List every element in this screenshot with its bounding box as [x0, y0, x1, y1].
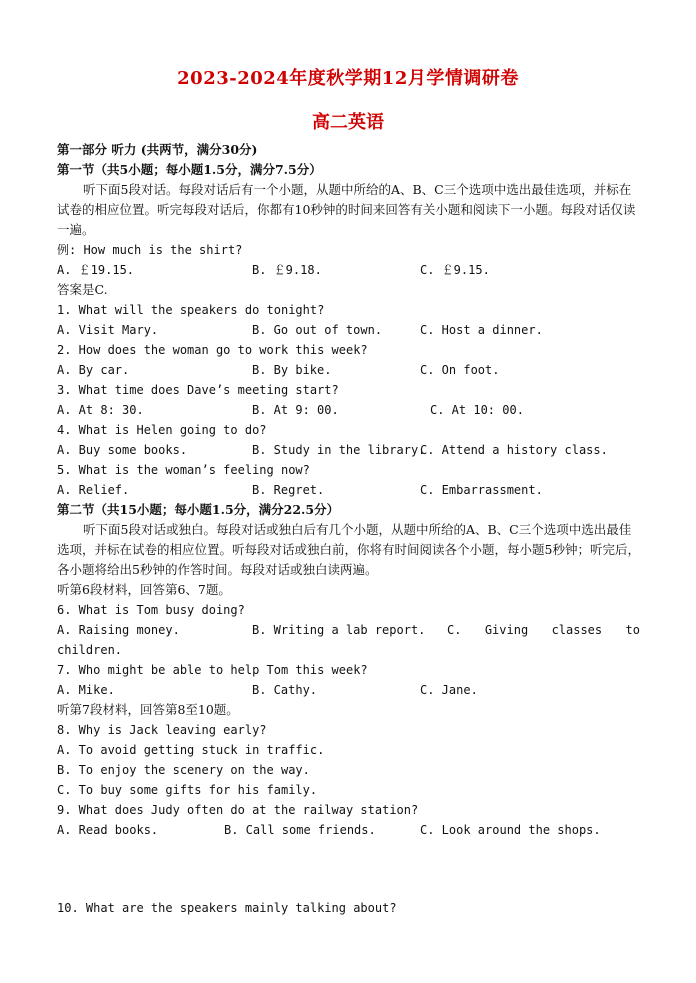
question-2-options [57, 360, 640, 380]
option-b: B. ￡9.18. [252, 263, 322, 277]
question-7: 7. Who might be able to help Tom this week? [57, 663, 368, 677]
question-8: 8. Why is Jack leaving early? [57, 723, 267, 737]
material-6-note: 听第6段材料，回答第6、7题。 [57, 582, 231, 597]
question-8-option-c: C. To buy some gifts for his family. [57, 783, 318, 797]
section1-instructions: 听下面5段对话。每段对话后有一个小题，从题中所给的A、B、C三个选项中选出最佳选项，并标在试卷的相应位置。听完每段对话后，你都有10秒钟的时间来回答有关小题和阅读下一小题。每段对话仅读一遍。 [57, 182, 636, 237]
question-2: 2. How does the woman go to work this week? [57, 343, 368, 357]
exam-title: 2023-2024年度秋学期12月学情调研卷 [177, 68, 519, 89]
question-7-options [57, 680, 640, 700]
exam-content [57, 140, 640, 918]
option-a: A. Read books. [57, 823, 159, 837]
option-c-continuation: children. [57, 643, 123, 657]
option-c-word: C. [447, 623, 462, 637]
option-a: A. By car. [57, 363, 130, 377]
question-6: 6. What is Tom busy doing? [57, 603, 245, 617]
question-6-options [57, 620, 640, 640]
option-a: A. Raising money. [57, 623, 180, 637]
option-c: C. ￡9.15. [420, 263, 490, 277]
question-5: 5. What is the woman’s feeling now? [57, 463, 310, 477]
question-4-options [57, 440, 640, 460]
question-9: 9. What does Judy often do at the railway station? [57, 803, 419, 817]
option-a: A. Mike. [57, 683, 115, 697]
option-c: C. Jane. [420, 683, 478, 697]
option-c: C. At 10: 00. [430, 403, 524, 417]
question-10: 10. What are the speakers mainly talking about? [57, 901, 397, 915]
question-8-option-a: A. To avoid getting stuck in traffic. [57, 743, 325, 757]
option-c-word: to [625, 623, 640, 637]
question-4: 4. What is Helen going to do? [57, 423, 267, 437]
option-c [447, 620, 640, 640]
option-b: B. Regret. [252, 483, 325, 497]
section1-heading: 第一节（共5小题；每小题1.5分，满分7.5分） [57, 162, 322, 177]
option-b: B. Cathy. [252, 683, 318, 697]
exam-subject: 高二英语 [312, 112, 384, 133]
option-c: C. Embarrassment. [420, 483, 543, 497]
question-9-options [57, 820, 640, 840]
question-1: 1. What will the speakers do tonight? [57, 303, 325, 317]
example-options [57, 260, 640, 280]
question-5-options [57, 480, 640, 500]
part1-heading: 第一部分 听力 (共两节，满分30分) [57, 142, 258, 157]
option-a: A. At 8: 30. [57, 403, 144, 417]
question-1-options [57, 320, 640, 340]
question-3: 3. What time does Dave’s meeting start? [57, 383, 339, 397]
section2-instructions: 听下面5段对话或独白。每段对话或独白后有几个小题，从题中所给的A、B、C三个选项中选出最佳选项，并标在试卷的相应位置。听每段对话或独白前，你将有时间阅读各个小题，每小题5秒钟；听完后，各小题将给出5秒钟的作答时间。每段对话或独白读两遍。 [57, 522, 640, 577]
example-question: 例: How much is the shirt? [57, 243, 243, 257]
option-b: B. Writing a lab report. [252, 623, 426, 637]
option-c: C. Look around the shops. [420, 823, 601, 837]
question-8-option-b: B. To enjoy the scenery on the way. [57, 763, 310, 777]
option-a: A. Visit Mary. [57, 323, 159, 337]
option-c-word: classes [551, 623, 603, 637]
material-7-note: 听第7段材料，回答第8至10题。 [57, 702, 239, 717]
blank-space [57, 840, 640, 898]
option-a: A. Relief. [57, 483, 130, 497]
option-b: B. At 9: 00. [252, 403, 339, 417]
option-b: B. Study in the library. [252, 443, 426, 457]
section2-heading: 第二节（共15小题；每小题1.5分，满分22.5分） [57, 502, 340, 517]
option-a: A. ￡19.15. [57, 263, 135, 277]
option-c: C. On foot. [420, 363, 500, 377]
option-c: C. Attend a history class. [420, 443, 608, 457]
example-answer: 答案是C. [57, 282, 108, 297]
option-c: C. Host a dinner. [420, 323, 543, 337]
option-b: B. Call some friends. [224, 823, 376, 837]
option-b: B. By bike. [252, 363, 332, 377]
option-c-word: Giving [484, 623, 529, 637]
option-a: A. Buy some books. [57, 443, 188, 457]
option-b: B. Go out of town. [252, 323, 383, 337]
question-3-options [57, 400, 640, 420]
